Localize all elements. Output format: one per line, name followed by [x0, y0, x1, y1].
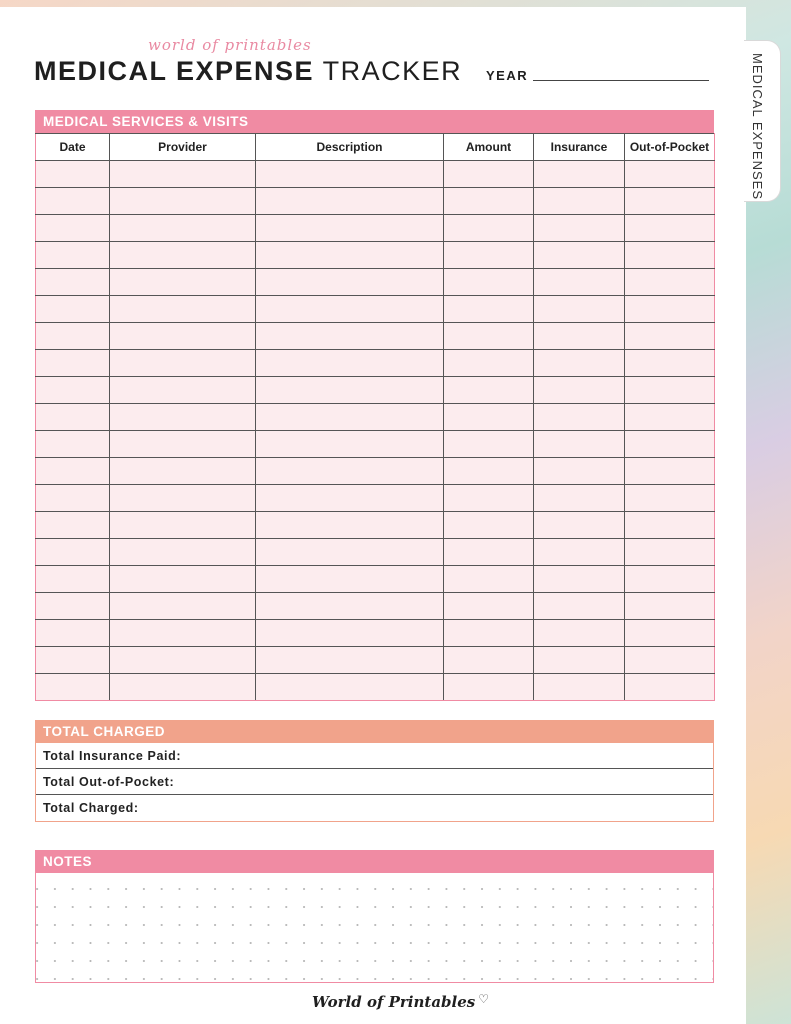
table-cell[interactable] [256, 647, 444, 674]
table-cell[interactable] [534, 620, 625, 647]
table-cell[interactable] [625, 674, 715, 701]
table-row [36, 458, 715, 485]
table-cell[interactable] [256, 431, 444, 458]
page-title [34, 56, 462, 87]
year-label: YEAR [486, 68, 529, 83]
table-cell[interactable] [110, 161, 256, 188]
table-cell[interactable] [534, 323, 625, 350]
table-row [36, 161, 715, 188]
table-cell[interactable] [36, 512, 110, 539]
totals-box [35, 743, 714, 822]
table-cell[interactable] [256, 512, 444, 539]
table-cell[interactable] [36, 242, 110, 269]
table-cell[interactable] [444, 296, 534, 323]
table-cell[interactable] [256, 566, 444, 593]
table-cell[interactable] [625, 566, 715, 593]
table-cell[interactable] [110, 323, 256, 350]
table-cell[interactable] [36, 620, 110, 647]
table-row [36, 269, 715, 296]
table-cell[interactable] [444, 431, 534, 458]
table-cell[interactable] [110, 539, 256, 566]
table-cell[interactable] [110, 566, 256, 593]
table-cell[interactable] [444, 215, 534, 242]
table-cell[interactable] [256, 377, 444, 404]
side-tab[interactable] [744, 40, 781, 202]
table-cell[interactable] [256, 215, 444, 242]
brand-script-logo: world of printables [148, 36, 312, 54]
table-cell[interactable] [444, 539, 534, 566]
table-row [36, 647, 715, 674]
total-charged-row[interactable]: Total Charged: [43, 801, 139, 815]
table-cell[interactable] [36, 377, 110, 404]
table-cell[interactable] [256, 161, 444, 188]
table-row [36, 431, 715, 458]
table-cell[interactable] [534, 269, 625, 296]
table-cell[interactable] [534, 377, 625, 404]
table-row [36, 485, 715, 512]
table-cell[interactable] [625, 485, 715, 512]
table-cell[interactable] [625, 161, 715, 188]
table-cell[interactable] [110, 620, 256, 647]
table-cell[interactable] [256, 539, 444, 566]
table-row [36, 188, 715, 215]
table-row [36, 404, 715, 431]
table-cell[interactable] [256, 188, 444, 215]
table-cell[interactable] [36, 593, 110, 620]
table-header-row [36, 134, 715, 161]
table-cell[interactable] [36, 296, 110, 323]
table-cell[interactable] [36, 485, 110, 512]
col-header-provider: Provider [110, 134, 256, 161]
table-cell[interactable] [256, 296, 444, 323]
table-cell[interactable] [36, 458, 110, 485]
table-cell[interactable] [625, 512, 715, 539]
table-cell[interactable] [444, 566, 534, 593]
table-cell[interactable] [444, 404, 534, 431]
footer-brand-text: World of Printables [312, 993, 476, 1011]
side-tab-label: MEDICAL EXPENSES [750, 53, 765, 201]
table-cell[interactable] [110, 188, 256, 215]
table-cell[interactable] [534, 242, 625, 269]
table-cell[interactable] [534, 512, 625, 539]
table-cell[interactable] [625, 539, 715, 566]
table-cell[interactable] [36, 350, 110, 377]
table-cell[interactable] [36, 269, 110, 296]
table-cell[interactable] [444, 620, 534, 647]
total-insurance-paid-row[interactable]: Total Insurance Paid: [36, 743, 713, 769]
table-cell[interactable] [534, 431, 625, 458]
table-cell[interactable] [625, 647, 715, 674]
table-cell[interactable] [36, 431, 110, 458]
table-row [36, 215, 715, 242]
table-cell[interactable] [534, 566, 625, 593]
table-row [36, 674, 715, 701]
services-table [35, 133, 715, 701]
table-row [36, 242, 715, 269]
table-cell[interactable] [534, 539, 625, 566]
table-row [36, 539, 715, 566]
table-cell[interactable] [256, 674, 444, 701]
table-row [36, 512, 715, 539]
table-body [36, 161, 715, 701]
table-row [36, 593, 715, 620]
table-cell[interactable] [625, 620, 715, 647]
col-header-out-of-pocket: Out-of-Pocket [625, 134, 715, 161]
table-cell[interactable] [534, 188, 625, 215]
table-cell[interactable] [256, 458, 444, 485]
table-cell[interactable] [625, 593, 715, 620]
table-cell[interactable] [36, 647, 110, 674]
table-cell[interactable] [625, 215, 715, 242]
table-cell[interactable] [444, 377, 534, 404]
table-row [36, 620, 715, 647]
table-row [36, 566, 715, 593]
table-cell[interactable] [110, 269, 256, 296]
table-cell[interactable] [534, 485, 625, 512]
table-cell[interactable] [625, 377, 715, 404]
col-header-description: Description [256, 134, 444, 161]
table-cell[interactable] [256, 323, 444, 350]
table-cell[interactable] [625, 431, 715, 458]
table-cell[interactable] [256, 242, 444, 269]
table-cell[interactable] [36, 674, 110, 701]
total-out-of-pocket-row[interactable]: Total Out-of-Pocket: [36, 769, 713, 795]
table-cell[interactable] [36, 566, 110, 593]
table-cell[interactable] [444, 323, 534, 350]
col-header-insurance: Insurance [534, 134, 625, 161]
table-cell[interactable] [534, 215, 625, 242]
table-cell[interactable] [256, 404, 444, 431]
totals-heading: TOTAL CHARGED [35, 720, 714, 743]
table-cell[interactable] [110, 485, 256, 512]
table-cell[interactable] [36, 215, 110, 242]
table-cell[interactable] [256, 269, 444, 296]
table-cell[interactable] [110, 647, 256, 674]
table-cell[interactable] [534, 161, 625, 188]
footer-brand-logo [312, 992, 489, 1011]
table-cell[interactable] [110, 377, 256, 404]
title-bold: MEDICAL EXPENSE [34, 56, 315, 86]
table-cell[interactable] [110, 242, 256, 269]
table-cell[interactable] [444, 674, 534, 701]
table-cell[interactable] [110, 404, 256, 431]
table-cell[interactable] [110, 215, 256, 242]
table-cell[interactable] [625, 242, 715, 269]
col-header-date: Date [36, 134, 110, 161]
table-cell[interactable] [110, 431, 256, 458]
table-cell[interactable] [36, 404, 110, 431]
table-cell[interactable] [256, 485, 444, 512]
table-cell[interactable] [110, 350, 256, 377]
table-row [36, 296, 715, 323]
table-cell[interactable] [36, 323, 110, 350]
notes-heading: NOTES [35, 850, 714, 873]
table-cell[interactable] [444, 593, 534, 620]
table-cell[interactable] [534, 296, 625, 323]
heart-icon: ♡ [478, 992, 489, 1006]
table-cell[interactable] [534, 458, 625, 485]
table-row [36, 350, 715, 377]
table-cell[interactable] [625, 269, 715, 296]
table-cell[interactable] [444, 188, 534, 215]
table-cell[interactable] [444, 458, 534, 485]
table-cell[interactable] [534, 593, 625, 620]
table-row [36, 377, 715, 404]
table-cell[interactable] [110, 296, 256, 323]
table-cell[interactable] [444, 647, 534, 674]
table-cell[interactable] [36, 161, 110, 188]
col-header-amount: Amount [444, 134, 534, 161]
table-cell[interactable] [256, 350, 444, 377]
table-cell[interactable] [444, 161, 534, 188]
table-cell[interactable] [534, 350, 625, 377]
table-cell[interactable] [444, 485, 534, 512]
table-row [36, 323, 715, 350]
table-cell[interactable] [444, 269, 534, 296]
table-cell[interactable] [256, 593, 444, 620]
table-cell[interactable] [625, 458, 715, 485]
table-cell[interactable] [625, 188, 715, 215]
table-cell[interactable] [110, 674, 256, 701]
table-cell[interactable] [110, 512, 256, 539]
services-heading: MEDICAL SERVICES & VISITS [35, 110, 714, 133]
table-cell[interactable] [625, 350, 715, 377]
table-cell[interactable] [625, 323, 715, 350]
year-field[interactable] [533, 80, 709, 81]
table-cell[interactable] [444, 242, 534, 269]
table-cell[interactable] [625, 296, 715, 323]
title-light: TRACKER [322, 56, 463, 86]
table-cell[interactable] [444, 350, 534, 377]
table-cell[interactable] [36, 539, 110, 566]
table-cell[interactable] [110, 458, 256, 485]
table-cell[interactable] [256, 620, 444, 647]
table-cell[interactable] [110, 593, 256, 620]
notes-dot-grid[interactable] [35, 872, 714, 983]
table-cell[interactable] [36, 188, 110, 215]
table-cell[interactable] [534, 404, 625, 431]
table-cell[interactable] [444, 512, 534, 539]
table-cell[interactable] [534, 647, 625, 674]
table-cell[interactable] [534, 674, 625, 701]
table-cell[interactable] [625, 404, 715, 431]
